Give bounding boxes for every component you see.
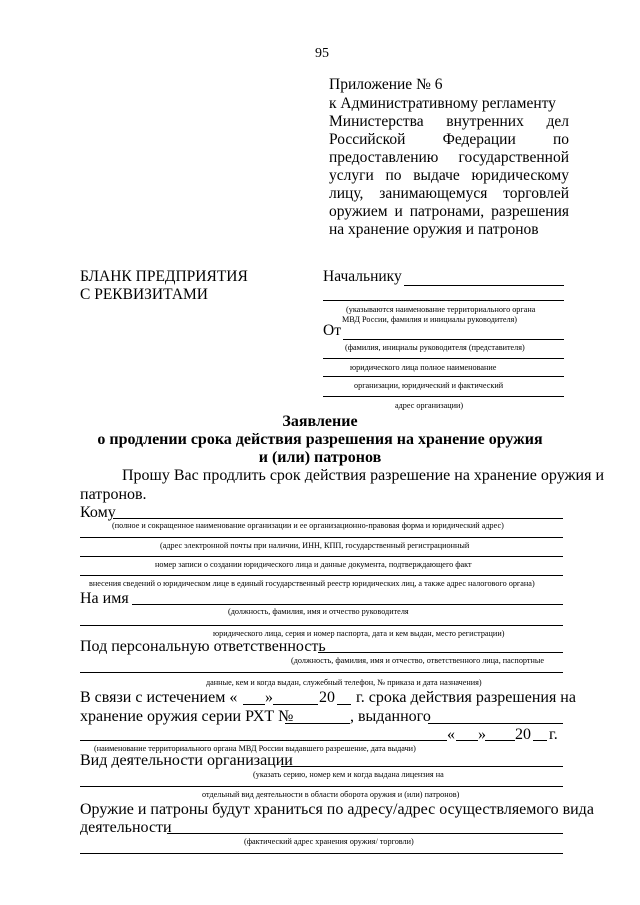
issue-year-suffix: г. (549, 726, 558, 743)
expiry-series-text: хранение оружия серии РХТ № (80, 708, 294, 725)
issue-day-field[interactable] (456, 740, 478, 741)
addressee-from-hint: (фамилия, инициалы руководителя (представителя) (345, 343, 525, 352)
expiry-day-field[interactable] (243, 704, 265, 705)
document-title: Заявление (282, 413, 358, 430)
appendix-line: оружием и патронами, разрешения (329, 203, 569, 220)
name-hint: (должность, фамилия, имя и отчество руководителя (228, 607, 409, 616)
page-number: 95 (315, 46, 329, 61)
appendix-line: Российской Федерации по (329, 131, 569, 148)
appendix-line: лицу, занимающемуся торговлей (329, 185, 569, 202)
addressee-from-field-4[interactable] (323, 396, 564, 397)
request-text-cont: патронов. (80, 486, 147, 503)
expiry-text-cont: г. срока действия разрешения на (356, 689, 576, 706)
expiry-month-field[interactable] (273, 704, 318, 705)
addressee-from-hint: адрес организации) (395, 401, 464, 410)
letterhead-line-1: БЛАНК ПРЕДПРИЯТИЯ (80, 268, 248, 285)
addressee-to-field-2[interactable] (323, 300, 564, 301)
responsibility-label: Под персональную ответственность (80, 638, 326, 655)
issue-year-prefix: 20 (515, 726, 531, 743)
issued-by-field[interactable] (428, 723, 563, 724)
responsibility-field[interactable] (318, 652, 563, 653)
to-whom-hint: номер записи о создании юридического лица и данные документа, подтверждающего факт (155, 560, 472, 569)
activity-hint: (указать серию, номер кем и когда выдана лицензия на (253, 770, 444, 779)
activity-field[interactable] (281, 766, 563, 767)
addressee-from-hint: организации, юридический и фактический (354, 381, 504, 390)
appendix-title: Приложение № 6 (329, 76, 443, 93)
to-whom-hint: (адрес электронной почты при наличии, ИНН, КПП, государственный регистрационный (160, 541, 470, 550)
expiry-quote: » (265, 689, 273, 706)
to-whom-label: Кому (80, 504, 116, 521)
expiry-issued-text: , выданного (350, 708, 431, 725)
to-whom-hint: (полное и сокращенное наименование организации и ее организационно-правовая форма и юридический адрес) (112, 521, 504, 530)
expiry-year-field[interactable] (337, 704, 351, 705)
addressee-from-hint: юридического лица полное наименование (350, 363, 497, 372)
storage-address-field[interactable] (167, 833, 563, 834)
addressee-to-field[interactable] (404, 285, 564, 286)
addressee-to-label: Начальнику (323, 268, 402, 285)
activity-label: Вид деятельности организации (80, 752, 293, 769)
issue-month-field[interactable] (485, 740, 515, 741)
addressee-to-hint: МВД России, фамилия и инициалы руководителя) (342, 315, 518, 324)
to-whom-hint: внесения сведений о юридическом лице в единый государственный реестр юридических лиц, а также адрес налогового органа) (89, 579, 535, 588)
appendix-line: предоставлению государственной (329, 149, 569, 166)
storage-address-field-2[interactable] (80, 853, 563, 854)
activity-field-2[interactable] (80, 786, 563, 787)
activity-hint: отдельный вид деятельности в области оборота оружия и (или) патронов) (202, 790, 460, 799)
date-quote-close: » (478, 726, 486, 743)
expiry-year-prefix: 20 (319, 689, 335, 706)
to-whom-field[interactable] (113, 518, 563, 519)
to-whom-field-3[interactable] (80, 556, 563, 557)
storage-hint: (фактический адрес хранения оружия/ торговли) (244, 837, 414, 846)
request-text: Прошу Вас продлить срок действия разрешение на хранение оружия и (122, 467, 605, 484)
issue-year-field[interactable] (533, 740, 547, 741)
storage-label: деятельности (80, 819, 172, 836)
addressee-from-field[interactable] (343, 339, 564, 340)
name-label: На имя (80, 590, 129, 607)
responsibility-hint: (должность, фамилия, имя и отчество, ответственного лица, паспортные (291, 656, 544, 665)
appendix-line: к Административному регламенту (329, 95, 556, 112)
name-field-2[interactable] (80, 625, 563, 626)
name-hint: юридического лица, серия и номер паспорта, дата и кем выдан, место регистрации) (213, 629, 505, 638)
permit-number-field[interactable] (285, 723, 350, 724)
issuer-hint: (наименование территориального органа МВД России выдавшего разрешение, дата выдачи) (94, 744, 416, 753)
name-field[interactable] (132, 604, 563, 605)
document-subtitle: и (или) патронов (258, 449, 382, 466)
addressee-from-label: От (323, 322, 341, 339)
to-whom-field-4[interactable] (80, 575, 563, 576)
issuer-field[interactable] (80, 740, 447, 741)
to-whom-field-2[interactable] (80, 537, 563, 538)
addressee-from-field-3[interactable] (323, 376, 564, 377)
letterhead-line-2: С РЕКВИЗИТАМИ (80, 286, 208, 303)
appendix-line: на хранение оружия и патронов (329, 221, 539, 238)
addressee-from-field-2[interactable] (323, 358, 564, 359)
date-quote-open: « (447, 726, 455, 743)
storage-text: Оружие и патроны будут храниться по адресу/адрес осуществляемого вида (80, 801, 594, 818)
responsibility-field-2[interactable] (80, 672, 563, 673)
addressee-to-hint: (указываются наименование территориального органа (346, 305, 536, 314)
appendix-line: услуги по выдаче юридическому (329, 167, 569, 184)
expiry-text: В связи с истечением « (80, 689, 238, 706)
responsibility-hint: данные, кем и когда выдан, служебный телефон, № приказа и дата назначения) (206, 678, 482, 687)
appendix-line: Министерства внутренних дел (329, 113, 569, 130)
document-subtitle: о продлении срока действия разрешения на хранение оружия (97, 431, 543, 448)
